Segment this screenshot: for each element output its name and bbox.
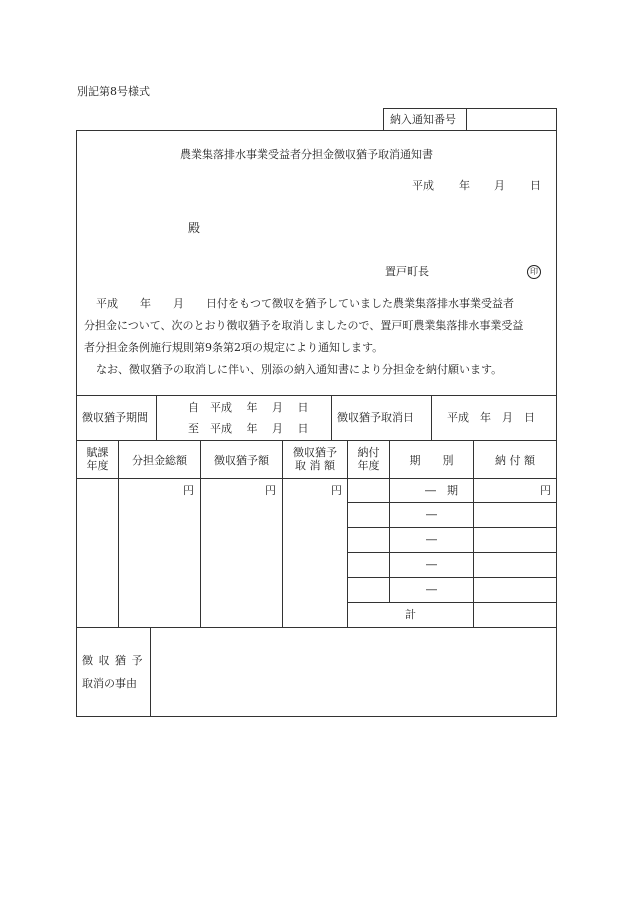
period-divider-3 — [431, 395, 432, 440]
row-line-5 — [347, 602, 557, 603]
table-header-bottom — [76, 478, 557, 479]
col-6 — [473, 440, 474, 627]
issuer-name: 置戸町長 — [385, 265, 429, 278]
header-deferred: 徴収猶予額 — [214, 454, 269, 467]
row-line-3 — [347, 552, 557, 553]
total-label: 計 — [405, 608, 416, 621]
header-total: 分担金総額 — [132, 454, 187, 467]
date-year: 年 — [459, 179, 470, 192]
date-era: 平成 — [412, 179, 434, 192]
row-line-2 — [347, 527, 557, 528]
yen-total: 円 — [183, 484, 194, 497]
date-day: 日 — [530, 179, 541, 192]
table-top — [76, 440, 557, 441]
frame-left — [76, 130, 77, 716]
header-cancel-amount: 徴収猶予 取 消 額 — [293, 446, 337, 472]
period-label: 徴収猶予期間 — [82, 411, 148, 424]
installment-dash-4: ― — [426, 558, 437, 571]
yen-deferred: 円 — [265, 484, 276, 497]
row-line-4 — [347, 577, 557, 578]
reason-divider — [150, 627, 151, 716]
installment-first: ― 期 — [425, 484, 458, 497]
installment-dash-5: ― — [426, 583, 437, 596]
header-payment-amount: 納 付 額 — [495, 454, 535, 467]
notice-box-divider — [466, 108, 467, 130]
date-month: 月 — [494, 179, 505, 192]
frame-bottom — [76, 716, 557, 717]
header-payment-year: 納付 年度 — [357, 446, 380, 472]
yen-payment: 円 — [540, 484, 551, 497]
frame-top — [76, 130, 557, 131]
period-divider-2 — [331, 395, 332, 440]
col-1 — [118, 440, 119, 627]
seal-mark: 印 — [527, 265, 541, 279]
body-line-3: 者分担金条例施行規則第9条第2項の規定により通知します。 — [84, 341, 384, 354]
body-line-4: なお、徴収猶予の取消しに伴い、別添の納入通知書により分担金を納付願います。 — [96, 363, 503, 376]
table-bottom — [76, 627, 557, 628]
frame-right — [556, 130, 557, 716]
notice-box-left — [383, 108, 384, 130]
document-title: 農業集落排水事業受益者分担金徴収猶予取消通知書 — [180, 148, 433, 161]
body-line-2: 分担金について、次のとおり徴収猶予を取消しましたので、置戸町農業集落排水事業受益 — [84, 319, 524, 332]
notice-box-right — [556, 108, 557, 130]
installment-dash-2: ― — [426, 508, 437, 521]
period-from-prefix: 自 — [188, 401, 199, 414]
period-to-prefix: 至 — [188, 422, 199, 435]
reason-label-line-2: 取消の事由 — [82, 677, 137, 690]
header-installment: 期 別 — [409, 454, 454, 467]
notice-number-label: 納入通知番号 — [390, 113, 456, 126]
cancel-date-label: 徴収猶予取消日 — [337, 411, 414, 424]
reason-label-line-1: 徴 収 猶 予 — [82, 654, 144, 667]
body-line-1: 平成 年 月 日付をもつて徴収を猶予していました農業集落排水事業受益者 — [96, 297, 514, 310]
yen-cancel: 円 — [331, 484, 342, 497]
col-2 — [200, 440, 201, 627]
period-from-date: 平成 年 月 日 — [210, 401, 309, 414]
addressee-suffix: 殿 — [188, 221, 201, 235]
installment-dash-3: ― — [426, 533, 437, 546]
cancel-date-value: 平成 年 月 日 — [447, 411, 535, 424]
row-line-1 — [347, 502, 557, 503]
period-divider-1 — [156, 395, 157, 440]
period-row-top — [76, 395, 557, 396]
notice-box-top — [383, 108, 557, 109]
form-id: 別記第8号様式 — [77, 85, 150, 98]
period-to-date: 平成 年 月 日 — [210, 422, 309, 435]
header-fiscal-year: 賦課 年度 — [86, 446, 109, 472]
